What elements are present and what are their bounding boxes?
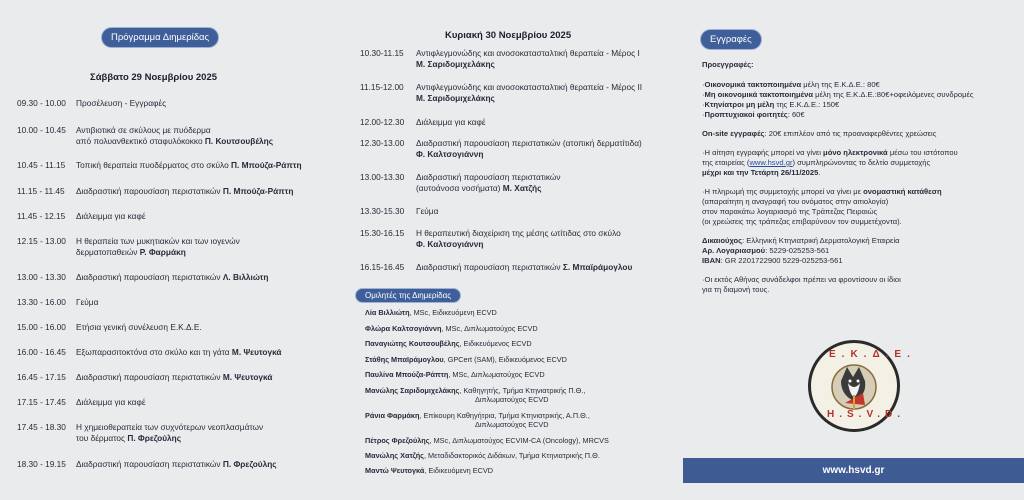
hsvd-logo: Ε.Κ.Δ.Ε. H.S.V.D. [808, 340, 900, 432]
row-time: 16.15-16.45 [360, 262, 405, 272]
payment-para: ·Η πληρωμή της συμμετοχής μπορεί να γίνει με ονομαστική κατάθεση [702, 187, 942, 196]
dog-emblem-icon [811, 343, 897, 429]
saturday-panel [0, 0, 342, 500]
row-time: 12.30-13.00 [360, 138, 405, 148]
row-time: 17.15 - 17.45 [17, 397, 66, 407]
fee-line: ·Οικονομικά τακτοποιημένα μέλη της Ε.Κ.Δ.Ε.: 80€ [702, 80, 880, 89]
row-time: 12.15 - 13.00 [17, 236, 66, 246]
row-desc: Τοπική θεραπεία πυοδέρματος στο σκύλο Π. Μπούζα-Ράπτη [76, 160, 302, 170]
row-desc: Διαδραστική παρουσίαση περιστατικών Λ. Βιλλιώτη [76, 272, 269, 282]
registration-pill: Εγγραφές [700, 29, 762, 50]
registration-panel [683, 0, 1024, 500]
row-desc: Η θεραπεία των μυκητιακών και των ιογενών δερματοπαθειών Ρ. Φαρμάκη [76, 236, 240, 257]
registration-text: Προεγγραφές: ·Οικονομικά τακτοποιημένα μέλη της Ε.Κ.Δ.Ε.: 80€ ·Μη οικονομικά τακτοποιημένα μέλη της Ε.Κ.Δ.Ε.:80€+οφειλόμενες συνδρομές ·Κτηνίατροι μη μέλη της Ε.Κ.Δ.Ε.: 150€ ·Προπτυχιακοί φοιτητές: 60€ On-site εγγραφές: 20€ επιπλέον από τις προαναφερθέντες χρεώσεις ·Η αίτηση εγγραφής μπορεί να γίνει μόνο ηλεκτρονικά μέσω του ιστότοπου της εταιρείας (www.hsvd.gr) συμπληρώνοντας το δελτίο συμμετοχής μέχρι και την Τετάρτη 26/11/2025. ·Η πληρωμή της συμμετοχής μπορεί να γίνει με ονομαστική κατάθεση (απαραίτητη η αναγραφή του ονόματος στην αιτιολογία) στον παρακάτω λογαριασμό της Τράπεζας Πειραιώς (οι χρεώσεις της τράπεζας επιβαρύνουν τον συμμετέχοντα). Δικαιούχος: Ελληνική Κτηνιατρική Δερματολογική Εταιρεία Αρ. Λογαριασμού: 5229-025253-561 IBAN: GR 2201722900 5229-025253-561 ·Οι εκτός Αθήνας συνάδελφοι πρέπει να φροντίσουν οι ίδιοι για τη διαμονή τους. [702, 60, 974, 294]
speaker-entry: Φλώρα Καλτσογιάννη, MSc, Διπλωματούχος ECVD [365, 324, 538, 333]
row-desc: Διαδραστική παρουσίαση περιστατικών Π. Μπούζα-Ράπτη [76, 186, 294, 196]
speakers-pill: Ομιλητές της Διημερίδας [355, 288, 461, 303]
row-desc: Διαδραστική παρουσίαση περιστατικών (αυτοάνοσα νοσήματα) Μ. Χατζής [416, 172, 561, 193]
row-desc: Η χημειοθεραπεία των συχνότερων νεοπλασμάτων του δέρματος Π. Φρεζούλης [76, 422, 264, 443]
speaker-entry: Μανώλης Χατζής, Μεταδιδακτορικός Διδάκων, Τμήμα Κτηνιατρικής Π.Θ. [365, 451, 600, 460]
row-time: 11.15 - 11.45 [17, 186, 65, 196]
row-time: 15.30-16.15 [360, 228, 405, 238]
saturday-heading: Σάββατο 29 Νοεμβρίου 2025 [90, 72, 218, 83]
row-desc: Η θεραπευτική διαχείριση της μέσης ωτίτιδας στο σκύλο Φ. Καλτσογιάννη [416, 228, 621, 249]
row-time: 16.45 - 17.15 [17, 372, 66, 382]
sunday-panel [342, 0, 683, 500]
row-desc: Αντιβιοτικά σε σκύλους με πυόδερμα από πολυανθεκτικό σταφυλόκοκκο Π. Κουτσουβέλης [76, 125, 274, 146]
row-desc: Αντιφλεγμονώδης και ανοσοκατασταλτική θεραπεία - Μέρος Ι Μ. Σαριδομιχελάκης [416, 48, 640, 69]
row-desc: Ετήσια γενική συνέλευση Ε.Κ.Δ.Ε. [76, 322, 202, 332]
speaker-entry: Ράνια Φαρμάκη, Επίκουρη Καθηγήτρια, Τμήμα Κτηνιατρικής, Α.Π.Θ., Διπλωματούχος ECVD [365, 411, 590, 429]
row-desc: Αντιφλεγμονώδης και ανοσοκατασταλτική θεραπεία - Μέρος ΙΙ Μ. Σαριδομιχελάκης [416, 82, 643, 103]
row-time: 18.30 - 19.15 [17, 459, 66, 469]
row-time: 12.00-12.30 [360, 117, 405, 127]
row-desc: Εξωπαρασιτοκτόνα στο σκύλο και τη γάτα Μ. Ψευτογκά [76, 347, 282, 357]
row-time: 13.00-13.30 [360, 172, 405, 182]
row-time: 09.30 - 10.00 [17, 98, 66, 108]
row-desc: Διαδραστική παρουσίαση περιστατικών Π. Φρεζούλης [76, 459, 277, 469]
row-time: 13.00 - 13.30 [17, 272, 66, 282]
website-link[interactable]: www.hsvd.gr [749, 158, 793, 167]
fee-line: ·Μη οικονομικά τακτοποιημένα μέλη της Ε.Κ.Δ.Ε.:80€+οφειλόμενες συνδρομές [702, 90, 974, 99]
row-desc: Διαδραστική παρουσίαση περιστατικών Μ. Ψευτογκά [76, 372, 273, 382]
row-time: 10.00 - 10.45 [17, 125, 66, 135]
row-desc: Διαδραστική παρουσίαση περιστατικών Σ. Μπαϊράμογλου [416, 262, 633, 272]
speaker-entry: Παναγιώτης Κουτσουβέλης, Ειδικευόμενος ECVD [365, 339, 532, 348]
row-time: 16.00 - 16.45 [17, 347, 66, 357]
row-desc: Προσέλευση - Εγγραφές [76, 98, 167, 108]
row-time: 11.15-12.00 [360, 82, 404, 92]
fee-line: ·Κτηνίατροι μη μέλη της Ε.Κ.Δ.Ε.: 150€ [702, 100, 840, 109]
speaker-entry: Στάθης Μπαϊράμογλου, GPCert (SAM), Ειδικευόμενος ECVD [365, 355, 567, 364]
apply-para: ·Η αίτηση εγγραφής μπορεί να γίνει μόνο ηλεκτρονικά μέσω του ιστότοπου [702, 148, 958, 157]
speaker-entry: Πέτρος Φρεζούλης, MSc, Διπλωματούχος ECVIM-CA (Oncology), MRCVS [365, 436, 609, 445]
program-pill: Πρόγραμμα Διημερίδας [101, 27, 219, 48]
iban: IBAN: GR 2201722900 5229-025253-561 [702, 256, 843, 265]
row-time: 17.45 - 18.30 [17, 422, 66, 432]
accommodation-note: ·Οι εκτός Αθήνας συνάδελφοι πρέπει να φροντίσουν οι ίδιοι [702, 275, 901, 284]
row-desc: Διάλειμμα για καφέ [416, 117, 486, 127]
account-number: Αρ. Λογαριασμού: 5229-025253-561 [702, 246, 830, 255]
early-title: Προεγγραφές: [702, 60, 754, 69]
row-time: 10.30-11.15 [360, 48, 404, 58]
row-desc: Διαδραστική παρουσίαση περιστατικών (ατοπική δερματίτιδα) Φ. Καλτσογιάννη [416, 138, 642, 159]
sunday-heading: Κυριακή 30 Νοεμβρίου 2025 [445, 30, 572, 41]
speaker-entry: Μαντώ Ψευτογκά, Ειδικευόμενη ECVD [365, 466, 494, 475]
onsite-line: On-site εγγραφές: 20€ επιπλέον από τις προαναφερθέντες χρεώσεις [702, 129, 937, 138]
row-desc: Γεύμα [416, 206, 439, 216]
row-time: 13.30-15.30 [360, 206, 405, 216]
fee-line: ·Προπτυχιακοί φοιτητές: 60€ [702, 110, 805, 119]
speaker-entry: Παυλίνα Μπούζα-Ράπτη, MSc, Διπλωματούχος ECVD [365, 370, 545, 379]
beneficiary: Δικαιούχος: Ελληνική Κτηνιατρική Δερματολογική Εταιρεία [702, 236, 900, 245]
row-time: 11.45 - 12.15 [17, 211, 66, 221]
row-time: 15.00 - 16.00 [17, 322, 66, 332]
speaker-entry: Μανώλης Σαριδομιχελάκης, Καθηγητής, Τμήμα Κτηνιατρικής Π.Θ., Διπλωματούχος ECVD [365, 386, 586, 404]
speaker-entry: Λία Βιλλιώτη, MSc, Ειδικευόμενη ECVD [365, 308, 497, 317]
row-desc: Γεύμα [76, 297, 99, 307]
row-time: 10.45 - 11.15 [17, 160, 66, 170]
website-footer[interactable]: www.hsvd.gr [683, 458, 1024, 483]
row-desc: Διάλειμμα για καφέ [76, 211, 146, 221]
row-time: 13.30 - 16.00 [17, 297, 66, 307]
row-desc: Διάλειμμα για καφέ [76, 397, 146, 407]
